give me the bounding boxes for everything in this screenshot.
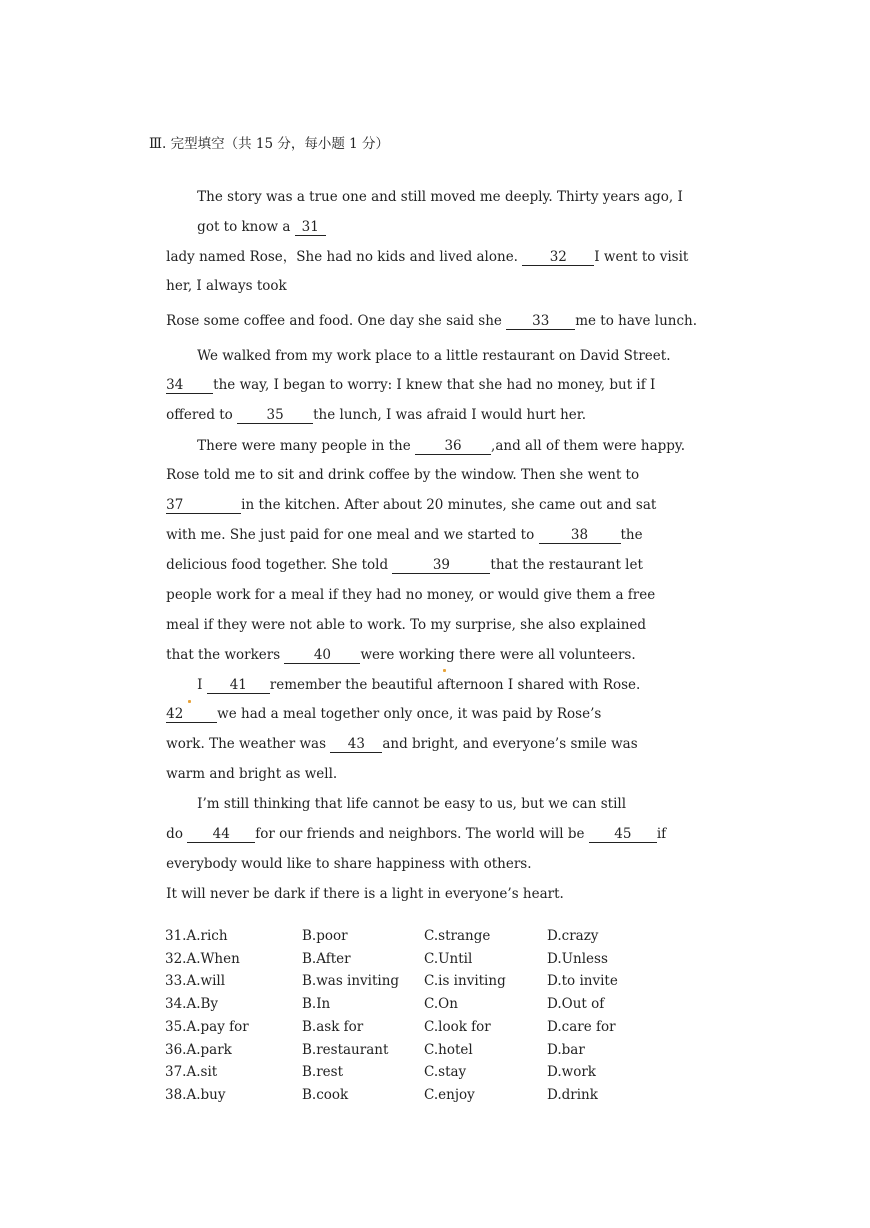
passage-line: 37 in the kitchen. After about 20 minutes, she came out and sat xyxy=(166,497,657,513)
option-b: B.poor xyxy=(302,928,348,944)
option-a: 31.A.rich xyxy=(165,928,228,944)
option-d: D.to invite xyxy=(547,973,618,989)
passage-line: work. The weather was 43 and bright, and everyone’s smile was xyxy=(166,736,638,752)
option-d: D.care for xyxy=(547,1019,616,1035)
option-b: B.restaurant xyxy=(302,1042,389,1058)
option-b: B.After xyxy=(302,951,351,967)
passage-line: I 41 remember the beautiful afternoon I shared with Rose. xyxy=(197,677,641,693)
passage-line: people work for a meal if they had no money, or would give them a free xyxy=(166,587,656,603)
option-d: D.Unless xyxy=(547,951,608,967)
option-c: C.On xyxy=(424,996,458,1012)
option-d: D.drink xyxy=(547,1087,598,1103)
option-c: C.stay xyxy=(424,1064,467,1080)
blank-44: 44 xyxy=(187,827,255,843)
passage-line: I’m still thinking that life cannot be easy to us, but we can still xyxy=(197,796,627,812)
passage-line: warm and bright as well. xyxy=(166,766,338,782)
blank-45: 45 xyxy=(589,827,657,843)
option-c: C.Until xyxy=(424,951,473,967)
option-b: B.was inviting xyxy=(302,973,400,989)
passage-line: It will never be dark if there is a light in everyone’s heart. xyxy=(166,886,564,902)
passage-line: Rose told me to sit and drink coffee by the window. Then she went to xyxy=(166,467,640,483)
option-b: B.In xyxy=(302,996,331,1012)
passage-line: Rose some coffee and food. One day she said she 33 me to have lunch. xyxy=(166,313,698,329)
option-c: C.hotel xyxy=(424,1042,473,1058)
passage-line: got to know a 31 xyxy=(180,200,326,254)
blank-38: 38 xyxy=(539,528,621,544)
blank-31: 31 xyxy=(295,220,326,236)
passage-line: 42 we had a meal together only once, it was paid by Rose’s xyxy=(166,706,602,722)
passage-line: her, I always took xyxy=(166,278,287,294)
option-b: B.rest xyxy=(302,1064,344,1080)
option-a: 35.A.pay for xyxy=(165,1019,249,1035)
passage-line: with me. She just paid for one meal and we started to 38 the xyxy=(166,527,643,543)
option-c: C.enjoy xyxy=(424,1087,475,1103)
passage-line: The story was a true one and still moved me deeply. Thirty years ago, I xyxy=(197,189,683,205)
passage-line: offered to 35 the lunch, I was afraid I would hurt her. xyxy=(166,407,587,423)
passage-line: delicious food together. She told 39 that the restaurant let xyxy=(166,557,643,573)
option-a: 33.A.will xyxy=(165,973,226,989)
blank-40: 40 xyxy=(284,648,360,664)
blank-37: 37 xyxy=(166,498,241,514)
passage-line: that the workers 40 were working there were all volunteers. xyxy=(166,647,636,663)
passage-line: There were many people in the 36 ,and all of them were happy. xyxy=(197,438,686,454)
option-a: 34.A.By xyxy=(165,996,219,1012)
blank-39: 39 xyxy=(392,558,490,574)
option-b: B.ask for xyxy=(302,1019,364,1035)
passage-line: do 44 for our friends and neighbors. The world will be 45 if xyxy=(166,826,667,842)
option-a: 32.A.When xyxy=(165,951,240,967)
option-d: D.crazy xyxy=(547,928,599,944)
option-b: B.cook xyxy=(302,1087,349,1103)
passage-line: 34 the way, I began to worry: I knew that she had no money, but if I xyxy=(166,377,656,393)
blank-43: 43 xyxy=(330,737,382,753)
blank-35: 35 xyxy=(237,408,313,424)
passage-line: meal if they were not able to work. To my surprise, she also explained xyxy=(166,617,647,633)
option-d: D.work xyxy=(547,1064,596,1080)
scan-mark xyxy=(188,700,191,703)
option-d: D.bar xyxy=(547,1042,585,1058)
option-c: C.strange xyxy=(424,928,491,944)
scan-mark xyxy=(443,669,446,672)
option-a: 36.A.park xyxy=(165,1042,232,1058)
option-a: 38.A.buy xyxy=(165,1087,226,1103)
blank-42: 42 xyxy=(166,707,217,723)
option-d: D.Out of xyxy=(547,996,605,1012)
passage-line: lady named Rose，She had no kids and lived alone. 32 I went to visit xyxy=(166,249,689,265)
option-c: C.look for xyxy=(424,1019,491,1035)
blank-34: 34 xyxy=(166,378,213,394)
blank-33: 33 xyxy=(506,314,575,330)
passage-line: everybody would like to share happiness with others. xyxy=(166,856,532,872)
blank-32: 32 xyxy=(522,250,594,266)
blank-36: 36 xyxy=(415,439,491,455)
passage-line: We walked from my work place to a little restaurant on David Street. xyxy=(197,348,671,364)
option-c: C.is inviting xyxy=(424,973,506,989)
blank-41: 41 xyxy=(207,678,270,694)
option-a: 37.A.sit xyxy=(165,1064,218,1080)
section-heading: Ⅲ. 完型填空（共 15 分，每小题 1 分） xyxy=(149,136,390,152)
